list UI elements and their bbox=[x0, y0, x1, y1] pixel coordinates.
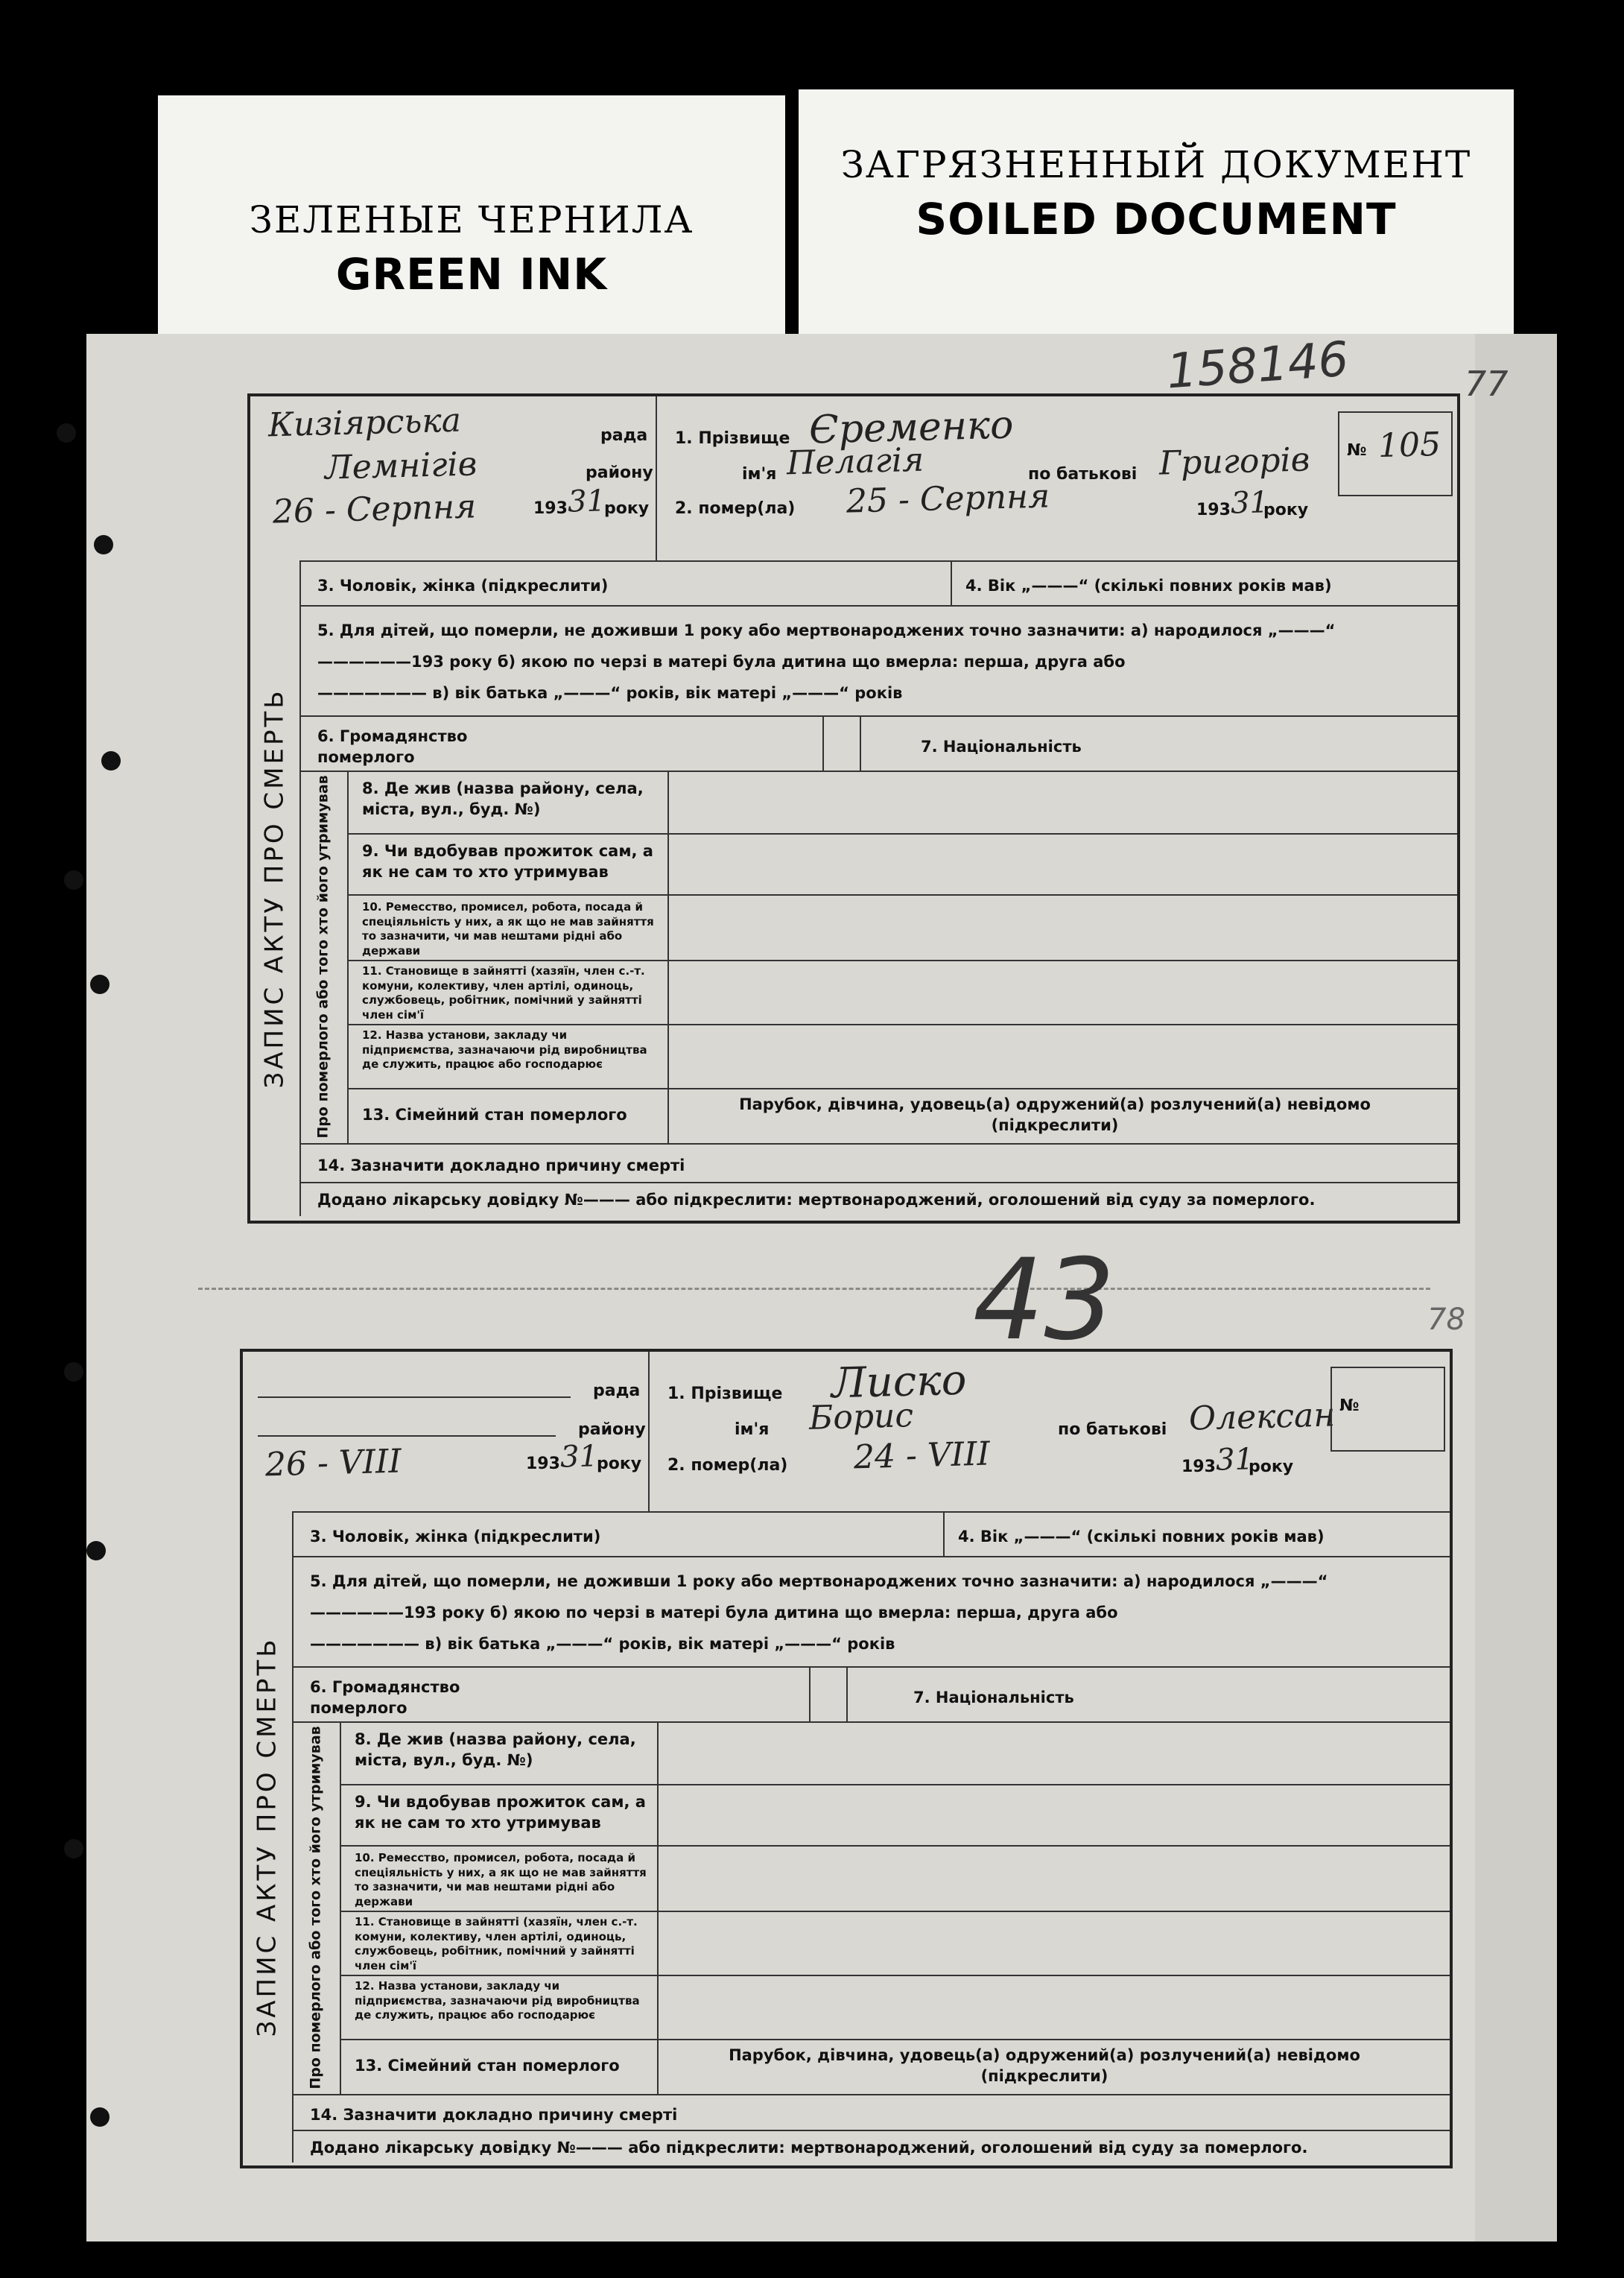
fold-line bbox=[198, 1288, 1430, 1290]
died-date-value: 25 - Серпня bbox=[846, 477, 1050, 521]
family-label-2: 13. Сімейний стан померлого bbox=[355, 2057, 620, 2075]
status-label-2: 11. Становище в зайнятті (хазяїн, член с.-т. комуни, колективу, член артілі, одиноць, службовець, робітник, помічний у зайнятті член сім'ї bbox=[355, 1915, 638, 1972]
number-label-2: № bbox=[1339, 1396, 1360, 1415]
patronymic-label: по батькові bbox=[1028, 465, 1138, 484]
punch-hole bbox=[94, 535, 113, 554]
death-record-form-1 bbox=[247, 393, 1460, 1224]
archive-number: 158146 bbox=[1164, 332, 1351, 400]
rada-label-2: рада bbox=[593, 1382, 641, 1400]
form-title: ЗАПИС АКТУ ПРО СМЕРТЬ bbox=[260, 688, 290, 1089]
family-label: 13. Сімейний стан померлого bbox=[362, 1106, 627, 1124]
patronymic-label-2: по батькові bbox=[1058, 1420, 1167, 1439]
form-title-vertical-2 bbox=[243, 1511, 294, 2162]
raionu-label-2: району bbox=[578, 1420, 646, 1439]
children-line-2: ——————193 року б) якою по черзі в матері була дитина що вмерла: перша, друга або bbox=[317, 653, 1126, 671]
nationality-label-2: 7. Національність bbox=[913, 1689, 1074, 1706]
punch-hole bbox=[86, 1541, 106, 1560]
patronymic-value: Григорів bbox=[1158, 440, 1310, 483]
soiled-document-card bbox=[799, 89, 1514, 352]
roku-label-2: року bbox=[597, 1455, 642, 1473]
livelihood-label-2: 9. Чи вдобував прожиток сам, а як не сам то хто утримував bbox=[355, 1793, 646, 1832]
registration-date-2: 26 - VIII bbox=[264, 1442, 402, 1484]
registration-year: 31 bbox=[567, 484, 606, 519]
punch-hole bbox=[57, 423, 76, 443]
punch-hole bbox=[101, 751, 121, 771]
patronymic-value-2: Олексан bbox=[1188, 1396, 1336, 1438]
family-options: Парубок, дівчина, удовець(а) одружений(а) розлучений(а) невідомо (підкреслити) bbox=[739, 1095, 1371, 1135]
livelihood-label: 9. Чи вдобував прожиток сам, а як не сам то хто утримував bbox=[362, 842, 653, 882]
corner-number-2: 78 bbox=[1427, 1303, 1465, 1337]
children-line-3: ——————— в) вік батька „———“ років, вік матері „———“ років bbox=[317, 684, 903, 702]
institution-label: 12. Назва установи, закладу чи підприємства, зазначаючи рід виробництва де служить, працює або господарює bbox=[362, 1028, 647, 1071]
died-label-2: 2. помер(ла) bbox=[667, 1456, 788, 1475]
punch-hole bbox=[64, 1362, 83, 1382]
children-line-3-2: ——————— в) вік батька „———“ років, вік матері „———“ років bbox=[310, 1635, 895, 1653]
punch-hole bbox=[64, 870, 83, 890]
sex-label: 3. Чоловік, жінка (підкреслити) bbox=[317, 577, 609, 595]
soiled-document-ru: ЗАГРЯЗНЕННЫЙ ДОКУМЕНТ bbox=[840, 143, 1472, 186]
name-value-2: Борис bbox=[808, 1396, 914, 1437]
number-value: 105 bbox=[1377, 425, 1441, 466]
died-year-value: 31 bbox=[1230, 485, 1269, 521]
children-line-1-2: 5. Для дітей, що померли, не доживши 1 року або мертвонароджених точно зазначити: а) народилося „———“ bbox=[310, 1572, 1328, 1590]
nationality-label: 7. Національність bbox=[921, 738, 1082, 756]
died-year-value-2: 31 bbox=[1215, 1442, 1255, 1478]
punch-hole bbox=[90, 975, 110, 994]
side-label-box-2 bbox=[292, 1721, 341, 2094]
occupation-label: 10. Ремесство, промисел, робота, посада й спеціяльність у них, а як що не мав зайняття то зазначити, чи мав нештами рідні або держави bbox=[362, 900, 654, 958]
form-title-2: ЗАПИС АКТУ ПРО СМЕРТЬ bbox=[253, 1636, 282, 2037]
surname-label: 1. Прізвище bbox=[675, 429, 790, 448]
punch-hole bbox=[90, 2107, 110, 2127]
number-label: № bbox=[1347, 441, 1367, 460]
occupation-label-2: 10. Ремесство, промисел, робота, посада й спеціяльність у них, а як що не мав зайняття то зазначити, чи мав нештами рідні або держави bbox=[355, 1851, 647, 1908]
side-label: Про померлого або того хто його утримував bbox=[315, 775, 332, 1139]
sheet-edge bbox=[1475, 334, 1557, 2241]
died-date-value-2: 24 - VIII bbox=[853, 1434, 991, 1477]
institution-label-2: 12. Назва установи, закладу чи підприємства, зазначаючи рід виробництва де служить, працює або господарює bbox=[355, 1979, 640, 2022]
form-title-vertical bbox=[250, 560, 301, 1216]
surname-label-2: 1. Прізвище bbox=[667, 1385, 783, 1403]
surname-value: Єременко bbox=[808, 402, 1015, 453]
green-ink-ru: ЗЕЛЕНЫЕ ЧЕРНИЛА bbox=[249, 198, 694, 241]
died-year-label: 193 bbox=[1196, 501, 1231, 519]
status-label: 11. Становище в зайнятті (хазяїн, член с.-т. комуни, колективу, член артілі, одиноць, службовець, робітник, помічний у зайнятті член сім'ї bbox=[362, 964, 645, 1022]
name-value: Пелагія bbox=[786, 440, 924, 483]
rada-value: Кизіярська bbox=[267, 401, 462, 445]
name-label: ім'я bbox=[742, 465, 777, 484]
roku-label: року bbox=[604, 499, 650, 518]
age-label-2: 4. Вік „———“ (скількі повних років мав) bbox=[958, 1528, 1325, 1545]
soiled-document-en: SOILED DOCUMENT bbox=[916, 194, 1397, 244]
green-ink-en: GREEN INK bbox=[335, 249, 608, 300]
rada-label: рада bbox=[600, 426, 648, 445]
died-roku-label: року bbox=[1263, 501, 1309, 519]
family-options-2: Парубок, дівчина, удовець(а) одружений(а) розлучений(а) невідомо (підкреслити) bbox=[729, 2046, 1360, 2086]
children-line-2-2: ——————193 року б) якою по черзі в матері була дитина що вмерла: перша, друга або bbox=[310, 1604, 1118, 1622]
residence-label-2: 8. Де жив (назва району, села, міста, вул., буд. №) bbox=[355, 1730, 636, 1770]
punch-hole bbox=[64, 1839, 83, 1858]
raion-value: Лемнігів bbox=[324, 445, 478, 487]
number-box-2 bbox=[1330, 1367, 1445, 1452]
age-label: 4. Вік „———“ (скількі повних років мав) bbox=[965, 577, 1332, 595]
raionu-label: району bbox=[586, 463, 653, 482]
name-label-2: ім'я bbox=[735, 1420, 770, 1439]
corner-number: 77 bbox=[1465, 364, 1509, 404]
sex-label-2: 3. Чоловік, жінка (підкреслити) bbox=[310, 1528, 601, 1545]
doctor-label: Додано лікарську довідку №——— або підкреслити: мертвонароджений, оголошений від суду за померлого. bbox=[317, 1191, 1316, 1209]
doctor-label-2: Додано лікарську довідку №——— або підкреслити: мертвонароджений, оголошений від суду за померлого. bbox=[310, 2139, 1308, 2157]
green-ink-card bbox=[158, 95, 785, 349]
registration-year-2: 31 bbox=[559, 1439, 599, 1475]
death-record-form-2 bbox=[240, 1349, 1453, 2168]
cause-label: 14. Зазначити докладно причину смерті bbox=[317, 1157, 685, 1174]
year-label: 193 bbox=[533, 499, 568, 518]
document-sheet bbox=[86, 332, 1509, 2241]
year-label-2: 193 bbox=[526, 1455, 560, 1473]
cause-label-2: 14. Зазначити докладно причину смерті bbox=[310, 2106, 678, 2124]
citizenship-label-2: 6. Громадянство померлого bbox=[310, 1678, 460, 1718]
residence-label: 8. Де жив (назва району, села, міста, вул., буд. №) bbox=[362, 779, 644, 819]
died-label: 2. помер(ла) bbox=[675, 499, 796, 518]
died-year-label-2: 193 bbox=[1181, 1458, 1216, 1476]
citizenship-label: 6. Громадянство померлого bbox=[317, 727, 468, 767]
record-number: 43 bbox=[973, 1236, 1115, 1365]
surname-value-2: Лиско bbox=[831, 1355, 968, 1408]
number-box bbox=[1338, 411, 1453, 496]
side-label-2: Про померлого або того хто його утримував bbox=[308, 1726, 324, 2089]
died-roku-label-2: року bbox=[1249, 1458, 1294, 1476]
children-line-1: 5. Для дітей, що померли, не доживши 1 року або мертвонароджених точно зазначити: а) народилося „———“ bbox=[317, 621, 1336, 639]
side-label-box bbox=[299, 771, 349, 1143]
registration-date: 26 - Серпня bbox=[272, 487, 477, 531]
